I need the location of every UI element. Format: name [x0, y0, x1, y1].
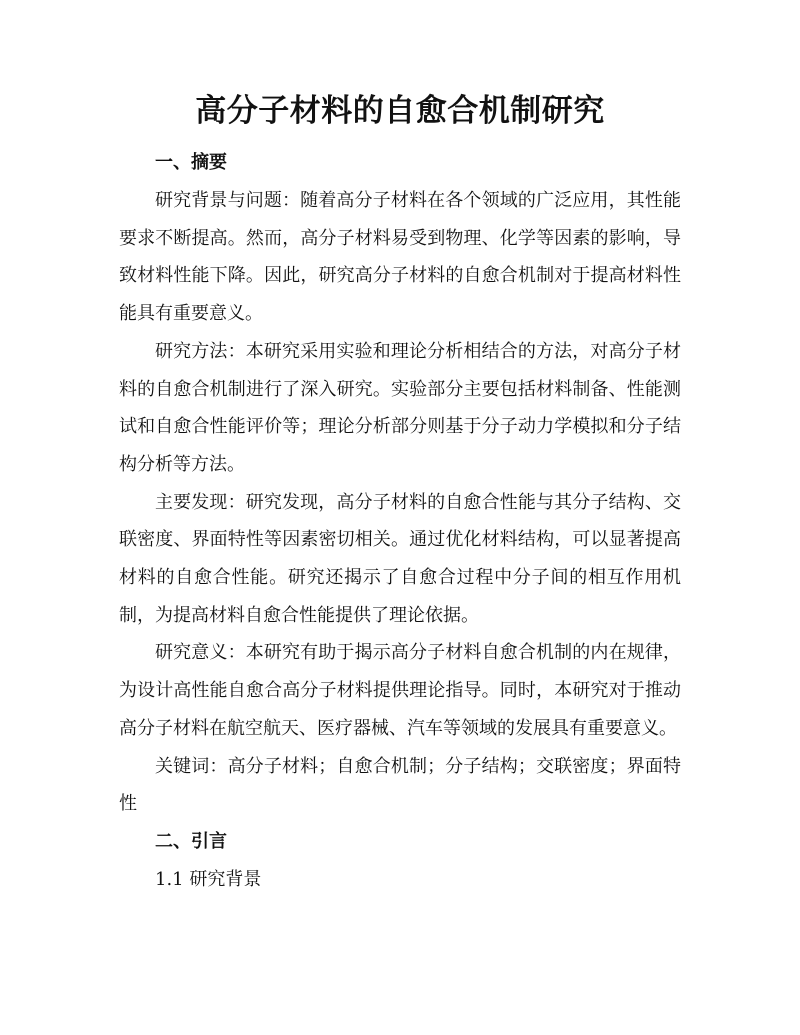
document-body: [119, 144, 681, 899]
introduction-heading: 二、引言: [155, 830, 227, 852]
abstract-method-paragraph: 研究方法：本研究采用实验和理论分析相结合的方法，对高分子材料的自愈合机制进行了深入研究。实验部分主要包括材料制备、性能测试和自愈合性能评价等；理论分析部分则基于分子动力学模拟和分子结构分析等方法。: [119, 340, 681, 475]
document-title: 高分子材料的自愈合机制研究: [195, 93, 605, 129]
abstract-background-paragraph: 研究背景与问题：随着高分子材料在各个领域的广泛应用，其性能要求不断提高。然而，高分子材料易受到物理、化学等因素的影响，导致材料性能下降。因此，研究高分子材料的自愈合机制对于提高材料性能具有重要意义。: [119, 190, 681, 325]
keywords-paragraph: 关键词：高分子材料；自愈合机制；分子结构；交联密度；界面特性: [119, 755, 681, 815]
abstract-significance-paragraph: 研究意义：本研究有助于揭示高分子材料自愈合机制的内在规律，为设计高性能自愈合高分子材料提供理论指导。同时，本研究对于推动高分子材料在航空航天、医疗器械、汽车等领域的发展具有重要意义。: [119, 642, 681, 739]
abstract-heading: 一、摘要: [155, 152, 227, 173]
abstract-findings-paragraph: 主要发现：研究发现，高分子材料的自愈合性能与其分子结构、交联密度、界面特性等因素密切相关。通过优化材料结构，可以显著提高材料的自愈合性能。研究还揭示了自愈合过程中分子间的相互作用机制，为提高材料自愈合性能提供了理论依据。: [119, 491, 681, 626]
subsection-1-1-heading: 1.1 研究背景: [155, 868, 262, 890]
